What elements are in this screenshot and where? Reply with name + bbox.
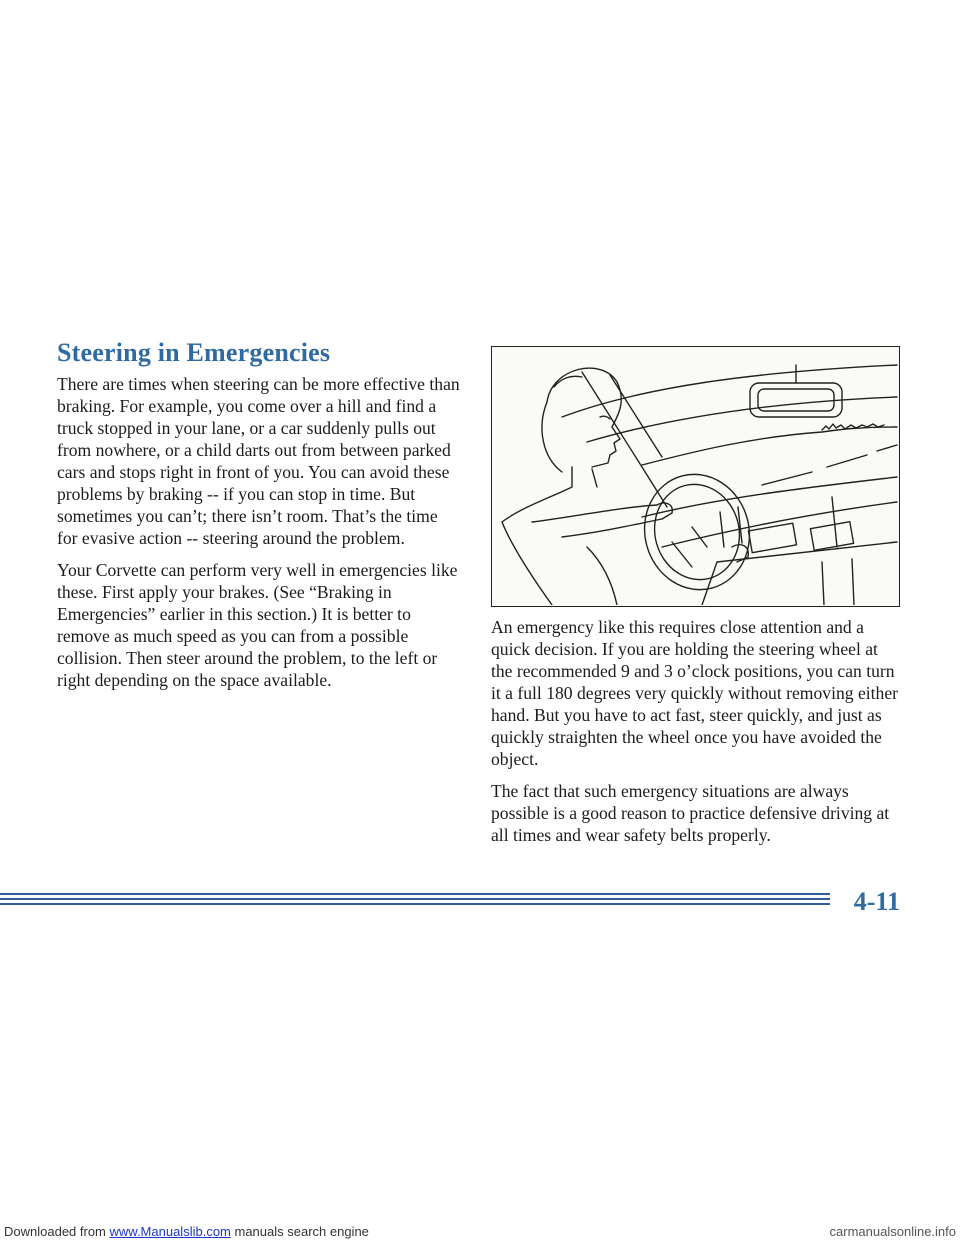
driver-steering-illustration <box>491 346 900 607</box>
right-paragraph-2: The fact that such emergency situations are always possible is a good reason to practice defensive driving at all times and wear safety belts properly. <box>491 781 890 845</box>
watermark: carmanualsonline.info <box>829 1224 956 1239</box>
manualslib-link[interactable]: www.Manualslib.com <box>109 1224 231 1239</box>
page-footer-rule <box>0 884 960 924</box>
page-number: 4-11 <box>853 887 900 916</box>
footer-prefix: Downloaded from <box>4 1224 110 1239</box>
left-paragraph-2: Your Corvette can perform very well in emergencies like these. First apply your brakes. (See “Braking in Emergencies” earlier in this section.) It is better to remove as much speed as you can from a possible collision. Then steer around the problem, to the left or right depending on the space available. <box>57 560 458 690</box>
right-column <box>491 616 901 856</box>
download-footer <box>0 1222 960 1242</box>
left-paragraph-1: There are times when steering can be more effective than braking. For example, you come over a hill and find a truck stopped in your lane, or a car suddenly pulls out from nowhere, or a child darts out from between parked cars and stops right in front of you. You can avoid these problems by braking -- if you can stop in time. But sometimes you can’t; there isn’t room. That’s the time for evasive action -- steering around the problem. <box>57 374 460 548</box>
right-paragraph-1: An emergency like this requires close attention and a quick decision. If you are holding the steering wheel at the recommended 9 and 3 o’clock positions, you can turn it a full 180 degrees very quickly without removing either hand. But you have to act fast, steer quickly, and just as quickly straighten the wheel once you have avoided the object. <box>491 617 898 769</box>
left-column <box>57 373 462 701</box>
section-heading: Steering in Emergencies <box>57 338 331 367</box>
footer-suffix: manuals search engine <box>230 1224 369 1239</box>
